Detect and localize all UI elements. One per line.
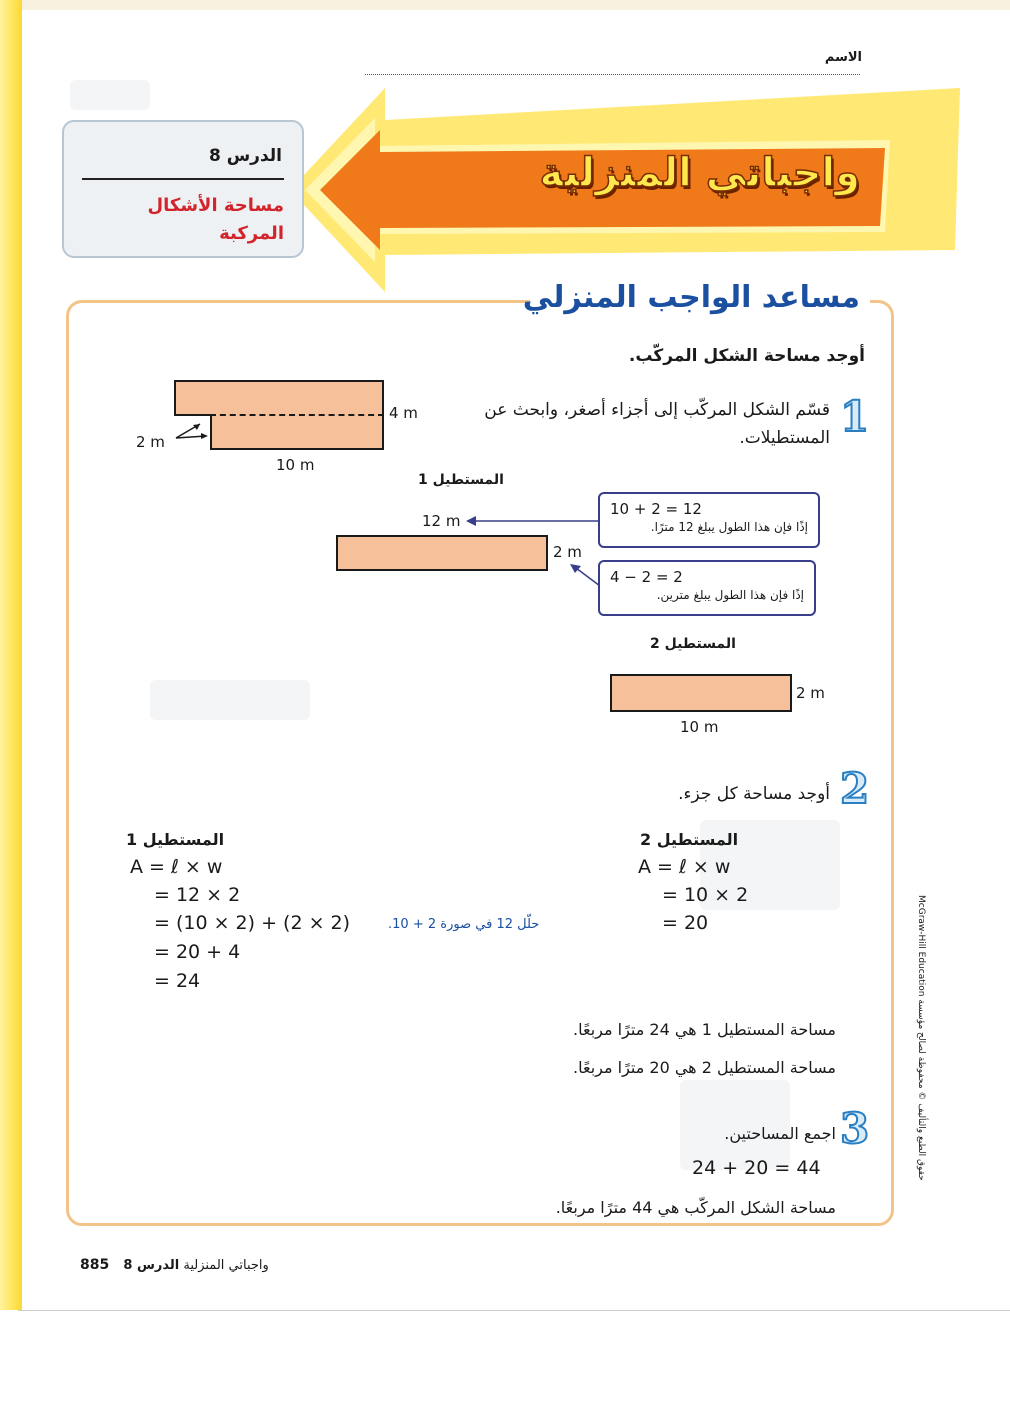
rect1-area-line: = (10 × 2) + (2 × 2) [154,912,351,934]
rect2-area-line: = 10 × 2 [662,884,749,906]
composite-figure-bottom [210,414,384,450]
footer-section: واجباتي المنزلية [183,1258,269,1273]
rect1-area-line: = 24 [154,970,201,992]
step2-rect1-title: المستطيل 1 [126,830,225,849]
page-number: 885 [80,1257,110,1273]
step-2-number: 2 [840,764,870,813]
page-bottom-edge [18,1310,1010,1311]
helper-title: مساعد الواجب المنزلي [522,280,860,315]
rect2-label-10m: 10 m [680,718,719,736]
lesson-divider [82,178,284,180]
lesson-number: الدرس 8 [208,146,282,166]
step2-rect2-title: المستطيل 2 [640,830,739,849]
step-3-number: 3 [840,1104,870,1153]
figure-label-10m: 10 m [276,456,315,474]
step-1-number: 1 [840,392,870,441]
step-2-text: أوجد مساحة كل جزء. [678,784,830,804]
lesson-topic: مساحة الأشكال المركبة [147,195,284,244]
result-rect1: مساحة المستطيل 1 هي 24 مترًا مربعًا. [573,1020,836,1039]
rect2-area-line: A = ℓ × w [638,856,731,878]
callout-1-note: إذًا فإن هذا الطول يبلغ 12 مترًا. [650,520,808,534]
rect1-label-12m: 12 m [422,512,461,530]
step-1-text: قسّم الشكل المركّب إلى أجزاء أصغر، وابحث عن المستطيلات. [484,400,830,448]
composite-figure-top [174,380,384,416]
footer-lesson: الدرس 8 [123,1258,180,1273]
decompose-note: حلّل 12 في صورة 2 + 10. [388,917,540,932]
problem-prompt: أوجد مساحة الشكل المركّب. [628,346,865,366]
rect2-title: المستطيل 2 [650,636,736,652]
step-3-equation: 24 + 20 = 44 [692,1157,821,1179]
lesson-box [62,120,304,258]
rect2-area-line: = 20 [662,912,709,934]
callout-1-equation: 10 + 2 = 12 [610,500,702,518]
step-3-text: اجمع المساحتين. [724,1124,836,1143]
figure-2m-arrows [170,416,220,446]
rect1-area-line: = 12 × 2 [154,884,241,906]
name-label: الاسم [824,50,862,65]
rect1-area-line: A = ℓ × w [130,856,223,878]
page-footer [80,1257,269,1273]
rect1-label-2m: 2 m [553,543,582,561]
figure-label-4m: 4 m [389,404,418,422]
final-result: مساحة الشكل المركّب هي 44 مترًا مربعًا. [555,1198,836,1217]
callout-arrows [460,510,610,600]
copyright-vertical: حقوق الطبع والتأليف © محفوظة لصالح مؤسسة McGraw-Hill Education [916,895,926,1181]
callout-2-note: إذًا فإن هذا الطول يبلغ مترين. [656,588,804,602]
rect1-title: المستطيل 1 [418,472,504,488]
result-rect2: مساحة المستطيل 2 هي 20 مترًا مربعًا. [573,1058,836,1077]
rect2-label-2m: 2 m [796,684,825,702]
banner-title: واجباتي المنزلية [539,150,860,196]
rectangle-2 [610,674,792,712]
rect1-area-line: = 20 + 4 [154,941,241,963]
callout-12m [598,492,820,548]
figure-label-2m: 2 m [136,433,165,451]
callout-2m [598,560,816,616]
callout-2-equation: 4 − 2 = 2 [610,568,683,586]
